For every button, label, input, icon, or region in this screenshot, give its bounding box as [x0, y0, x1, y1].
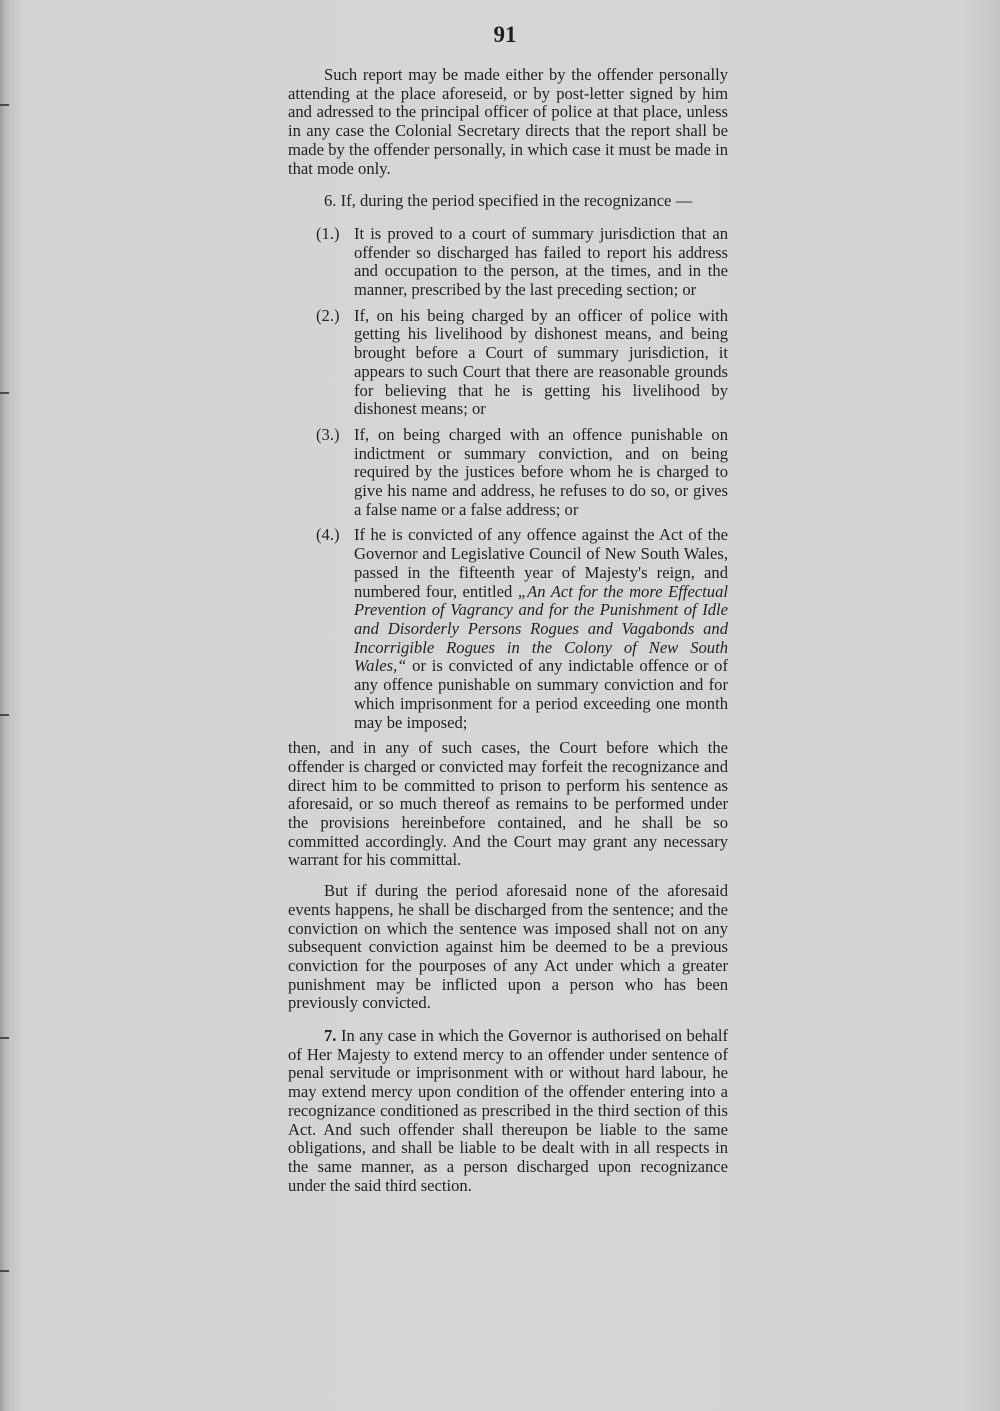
section6-item-3	[316, 424, 728, 520]
item-number: (1.)	[316, 223, 340, 243]
section5-continuation: Such report may be made either by the offender personally attending at the place aforeseid, or by post-letter signed by him and adressed to the principal officer of police at that place, unless in any case the Colonial Secretary directs that the report shall be made by the offender personally, in which case it must be made in that mode only.	[288, 65, 728, 178]
section6-intro	[288, 192, 728, 211]
binding-mark	[0, 1037, 9, 1039]
item-text: It is proved to a court of summary jurisdiction that an offender so discharged has failed to report his address and occupation to the person, at the times, and in the manner, prescribed by the last preceding section; or	[354, 223, 728, 300]
binding-mark	[0, 1270, 9, 1272]
section6-number: 6.	[324, 191, 337, 211]
item-number: (2.)	[316, 305, 340, 325]
section7	[288, 1027, 728, 1195]
binding-mark	[0, 714, 9, 716]
item-number: (3.)	[316, 424, 340, 444]
section6-item-4	[316, 525, 728, 732]
item-text: If, on being charged with an offence punishable on indictment or summary conviction, and on being required by the justices before whom he is charged to give his name and address, he refuses to do so, or gives a false name or a false address; or	[354, 424, 728, 519]
item-number: (4.)	[316, 525, 340, 545]
item-text-after: or is convicted of any indictable offence or of any offence punishable on summary conviction and for which imprisonment for a period exceeding one month may be imposed;	[354, 656, 728, 732]
section6-intro-text: If, during the period specified in the recognizance —	[340, 191, 693, 211]
binding-mark	[0, 392, 9, 394]
item-text: If, on his being charged by an officer of police with getting his livelihood by dishonest means, and being brought before a Court of summary jurisdiction, it appears to such Court that there are reasonable grounds for believing that he is getting his livelihood by dishonest means; or	[354, 305, 728, 419]
binding-mark	[0, 104, 9, 106]
section6-conclusion: then, and in any of such cases, the Court before which the offender is charged or convicted may forfeit the recognizance and direct him to be committed to prison to perform his sentence as aforesaid, or so much thereof as remains to be performed under the provisions hereinbefore contained, and he shall be so committed accordingly. And the Court may grant any necessary warrant for his committal.	[288, 738, 728, 870]
section6-item-2	[316, 305, 728, 419]
item-text-before: If he is convicted of any offence against the Act of the Governor and Legislative Council of New South Wales, passed in the fifteenth year of Majesty's reign, and numbered four, entitled	[354, 525, 728, 601]
document-body	[288, 66, 728, 1209]
section6-item-1	[316, 223, 728, 300]
act-title: „An Act for the more Effectual Prevention of Vagrancy and for the Punishment of Idle and Disorderly Persons Rogues and Vagabonds and Incorrigible Rogues in the Colony of New South Wales,“	[354, 581, 728, 676]
page-number: 91	[493, 22, 517, 47]
section6-proviso: But if during the period aforesaid none of the aforesaid events happens, he shall be discharged from the sentence; and the conviction on which the sentence was imposed shall not on any subsequent conviction against him be deemed to be a previous conviction for the pourposes of any Act under which a greater punishment may be inflicted upon a person who has been previously convicted.	[288, 881, 728, 1013]
section7-text: In any case in which the Governor is authorised on behalf of Her Majesty to extend mercy to an offender under sentence of penal servitude or imprisonment with or without hard labour, he may extend mercy upon condition of the offender entering into a recognizance conditioned as prescribed in the third section of this Act. And such offender shall thereupon be liable to the same obligations, and shall be liable to be dealt with in all respects in the same manner, as a person discharged upon recognizance under the said third section.	[288, 1026, 728, 1195]
section7-number: 7.	[324, 1026, 337, 1046]
